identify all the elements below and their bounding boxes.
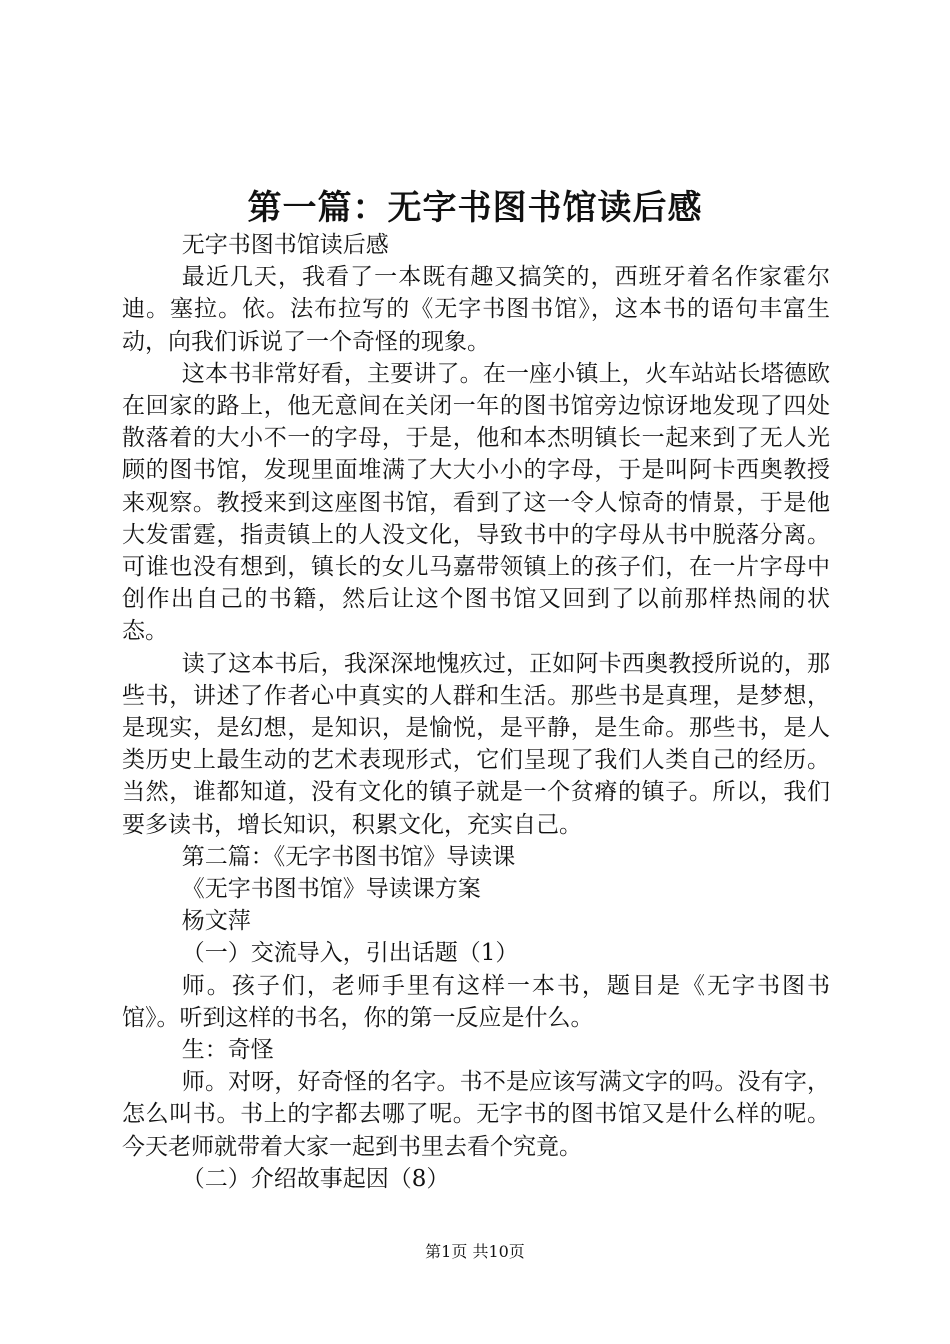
- paragraph: 师。孩子们，老师手里有这样一本书，题目是《无字书图书馆》。听到这样的书名，你的第一反应是什么。: [122, 972, 830, 1031]
- paragraph-step-heading: （二）介绍故事起因（8）: [181, 1165, 450, 1192]
- paragraph-step-heading: （一）交流导入，引出话题（1）: [181, 940, 519, 967]
- paragraph: 生：奇怪: [181, 1037, 274, 1064]
- document-body: [122, 229, 830, 1195]
- paragraph-author: 杨文萍: [181, 908, 251, 935]
- page-number-footer: 第1页 共10页: [425, 1242, 525, 1261]
- paragraph-subtitle: 无字书图书馆读后感: [181, 232, 389, 258]
- paragraph-lesson-title: 《无字书图书馆》导读课方案: [181, 876, 481, 903]
- paragraph: 师。对呀，好奇怪的名字。书不是应该写满文字的吗。没有字，怎么叫书。书上的字都去哪了呢。无字书的图书馆又是什么样的呢。今天老师就带着大家一起到书里去看个究竟。: [122, 1069, 830, 1160]
- paragraph: 最近几天，我看了一本既有趣又搞笑的，西班牙着名作家霍尔迪。塞拉。依。法布拉写的《无字书图书馆》，这本书的语句丰富生动，向我们诉说了一个奇怪的现象。: [122, 264, 830, 355]
- paragraph: 这本书非常好看，主要讲了。在一座小镇上，火车站站长塔德欧在回家的路上，他无意间在关闭一年的图书馆旁边惊讶地发现了四处散落着的大小不一的字母，于是，他和本杰明镇长一起来到了无人光顾的图书馆，发现里面堆满了大大小小的字母，于是叫阿卡西奥教授来观察。教授来到这座图书馆，看到了这一令人惊奇的情景，于是他大发雷霆，指责镇上的人没文化，导致书中的字母从书中脱落分离。可谁也没有想到，镇长的女儿马嘉带领镇上的孩子们，在一片字母中创作出自己的书籍，然后让这个图书馆又回到了以前那样热闹的状态。: [122, 360, 830, 645]
- paragraph: 读了这本书后，我深深地愧疚过，正如阿卡西奥教授所说的，那些书，讲述了作者心中真实的人群和生活。那些书是真理，是梦想，是现实，是幻想，是知识，是愉悦，是平静，是生命。那些书，是人类历史上最生动的艺术表现形式，它们呈现了我们人类自己的经历。当然，谁都知道，没有文化的镇子就是一个贫瘠的镇子。所以，我们要多读书，增长知识，积累文化，充实自己。: [122, 650, 830, 838]
- paragraph-section-heading: 第二篇：《无字书图书馆》导读课: [181, 843, 516, 870]
- document-title: 第一篇：无字书图书馆读后感: [247, 188, 703, 228]
